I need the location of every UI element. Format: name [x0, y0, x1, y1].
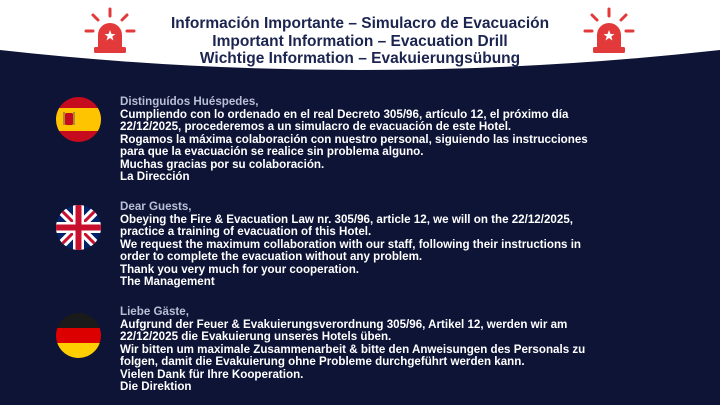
- english-message: [120, 201, 710, 289]
- message-line: Rogamos la máxima colaboración con nuestro personal, siguiendo las instrucciones: [120, 132, 588, 146]
- message-line: We request the maximum collaboration with our staff, following their instructions in: [120, 237, 581, 251]
- title-german: Wichtige Information – Evakuierungsübung: [199, 50, 521, 67]
- signature: The Management: [120, 275, 215, 288]
- signature: La Dirección: [120, 170, 190, 183]
- message-line: Obeying the Fire & Evacuation Law nr. 305/96, article 12, we will on the 22/12/2025,: [120, 212, 573, 226]
- greeting: Dear Guests,: [120, 200, 192, 213]
- german-message: [120, 306, 710, 394]
- message-line: 22/12/2025 die Evakuierung unseres Hotels üben.: [120, 330, 392, 343]
- message-line: folgen, damit die Evakuierung ohne Probleme durchgeführt werden kann.: [120, 355, 525, 368]
- message-line: para que la evacuación se realice sin problema alguno.: [120, 145, 424, 158]
- title-english: Important Information – Evacuation Drill: [212, 32, 508, 50]
- title-spanish: Información Importante – Simulacro de Evacuación: [170, 15, 550, 32]
- greeting: Liebe Gäste,: [120, 305, 189, 318]
- spanish-message: [120, 96, 710, 184]
- message-line: Aufgrund der Feuer & Evakuierungsverordnung 305/96, Artikel 12, werden wir am: [120, 317, 568, 331]
- message-line: Thank you very much for your cooperation.: [120, 262, 360, 276]
- signature: Die Direktion: [120, 380, 192, 393]
- message-line: 22/12/2025, procederemos a un simulacro de evacuación de este Hotel.: [120, 120, 512, 133]
- message-line: Vielen Dank für Ihre Kooperation.: [120, 367, 304, 381]
- message-line: Muchas gracias por su colaboración.: [120, 157, 325, 171]
- message-line: order to complete the evacuation without any problem.: [120, 250, 423, 263]
- message-line: Cumpliendo con lo ordenado en el real Decreto 305/96, artículo 12, el próximo día: [120, 107, 569, 121]
- germany-flag-icon: [56, 313, 101, 358]
- message-line: practice a training of evacuation of this Hotel.: [120, 225, 372, 238]
- header: [0, 0, 720, 72]
- spain-flag-icon: [56, 97, 101, 142]
- greeting: Distinguídos Huéspedes,: [120, 95, 259, 108]
- message-line: Wir bitten um maximale Zusammenarbeit & bitte den Anweisungen des Personals zu: [120, 342, 586, 356]
- siren-icon: [583, 7, 635, 57]
- uk-flag-icon: [56, 205, 101, 250]
